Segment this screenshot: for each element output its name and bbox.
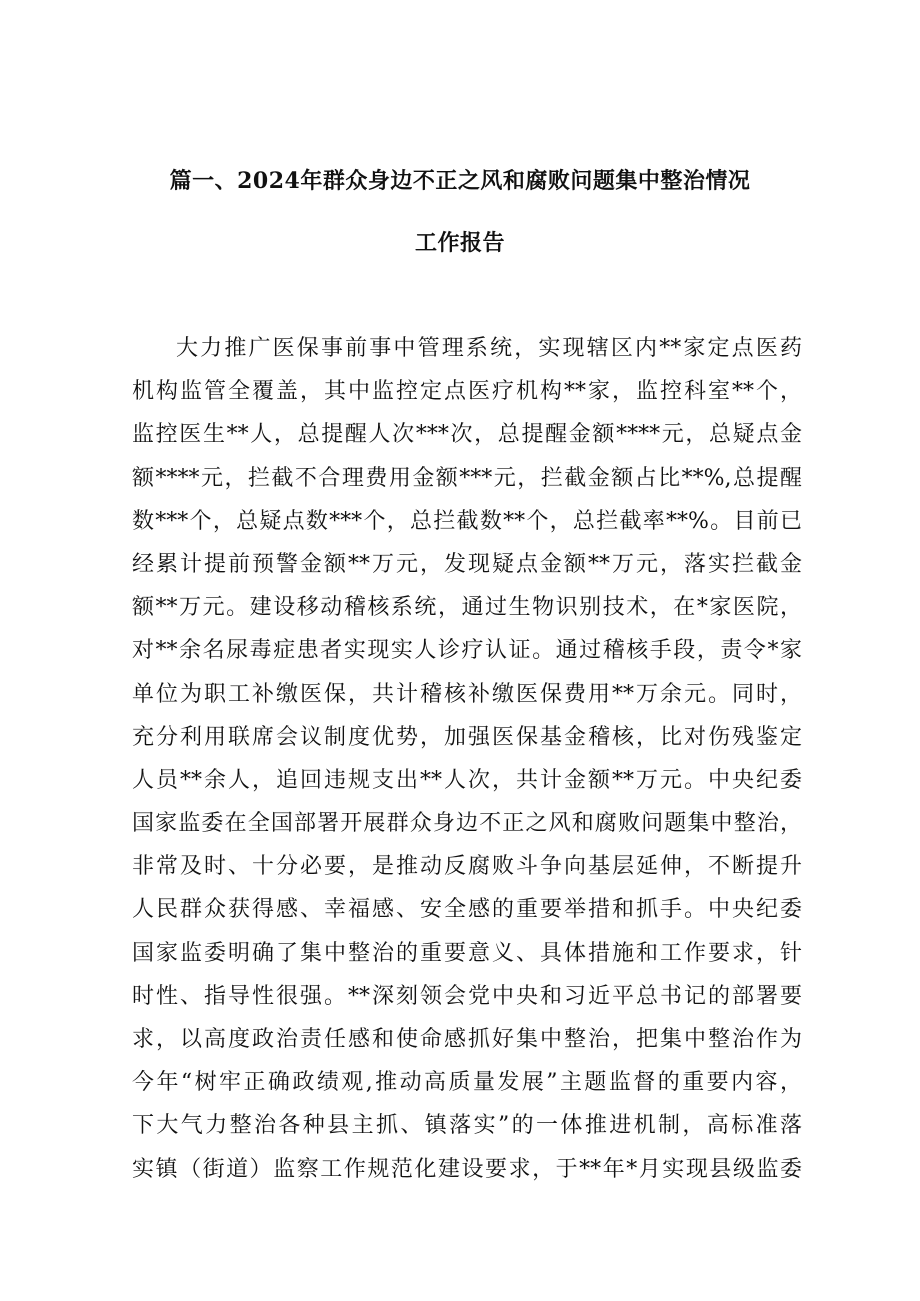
body-line: 今年“树牢正确政绩观,推动高质量发展”主题监督的重要内容， [132,1070,802,1096]
body-line: 时性、指导性很强。**深刻领会党中央和习近平总书记的部署要 [132,983,802,1009]
body-line: 实镇（街道）监察工作规范化建设要求，于**年*月实现县级监委 [132,1156,802,1182]
body-line: 国家监委在全国部署开展群众身边不正之风和腐败问题集中整治， [132,811,802,837]
document-title-line-1: 篇一、2024年群众身边不正之风和腐败问题集中整治情况 [169,168,751,194]
body-line: 充分利用联席会议制度优势，加强医保基金稽核，比对伤残鉴定 [132,724,802,750]
body-line: 下大气力整治各种县主抓、镇落实”的一体推进机制，高标准落 [132,1113,802,1139]
body-line: 人民群众获得感、幸福感、安全感的重要举措和抓手。中央纪委 [132,897,802,923]
body-line: 人员**余人，追回违规支出**人次，共计金额**万元。中央纪委 [132,767,802,793]
body-line: 监控医生**人，总提醒人次***次，总提醒金额****元，总疑点金 [132,422,802,448]
body-paragraph [132,327,802,1191]
body-line: 单位为职工补缴医保，共计稽核补缴医保费用**万余元。同时， [132,681,802,707]
body-line: 额**万元。建设移动稽核系统，通过生物识别技术，在*家医院， [132,595,802,621]
body-line: 对**余名尿毒症患者实现实人诊疗认证。通过稽核手段，责令*家 [132,638,802,664]
body-line: 非常及时、十分必要，是推动反腐败斗争向基层延伸，不断提升 [132,854,802,880]
body-line: 大力推广医保事前事中管理系统，实现辖区内**家定点医药 [176,336,802,361]
document-title-line-2: 工作报告 [414,230,505,256]
body-line: 求，以高度政治责任感和使命感抓好集中整治，把集中整治作为 [132,1027,802,1052]
body-line: 经累计提前预警金额**万元，发现疑点金额**万元，落实拦截金 [132,551,802,577]
body-line: 机构监管全覆盖，其中监控定点医疗机构**家，监控科室**个， [132,379,802,405]
body-line: 数***个，总疑点数***个，总拦截数**个，总拦截率**%。目前已 [132,508,802,534]
body-line: 额****元，拦截不合理费用金额***元，拦截金额占比**%,总提醒 [132,465,802,491]
body-line: 国家监委明确了集中整治的重要意义、具体措施和工作要求，针 [132,940,802,966]
